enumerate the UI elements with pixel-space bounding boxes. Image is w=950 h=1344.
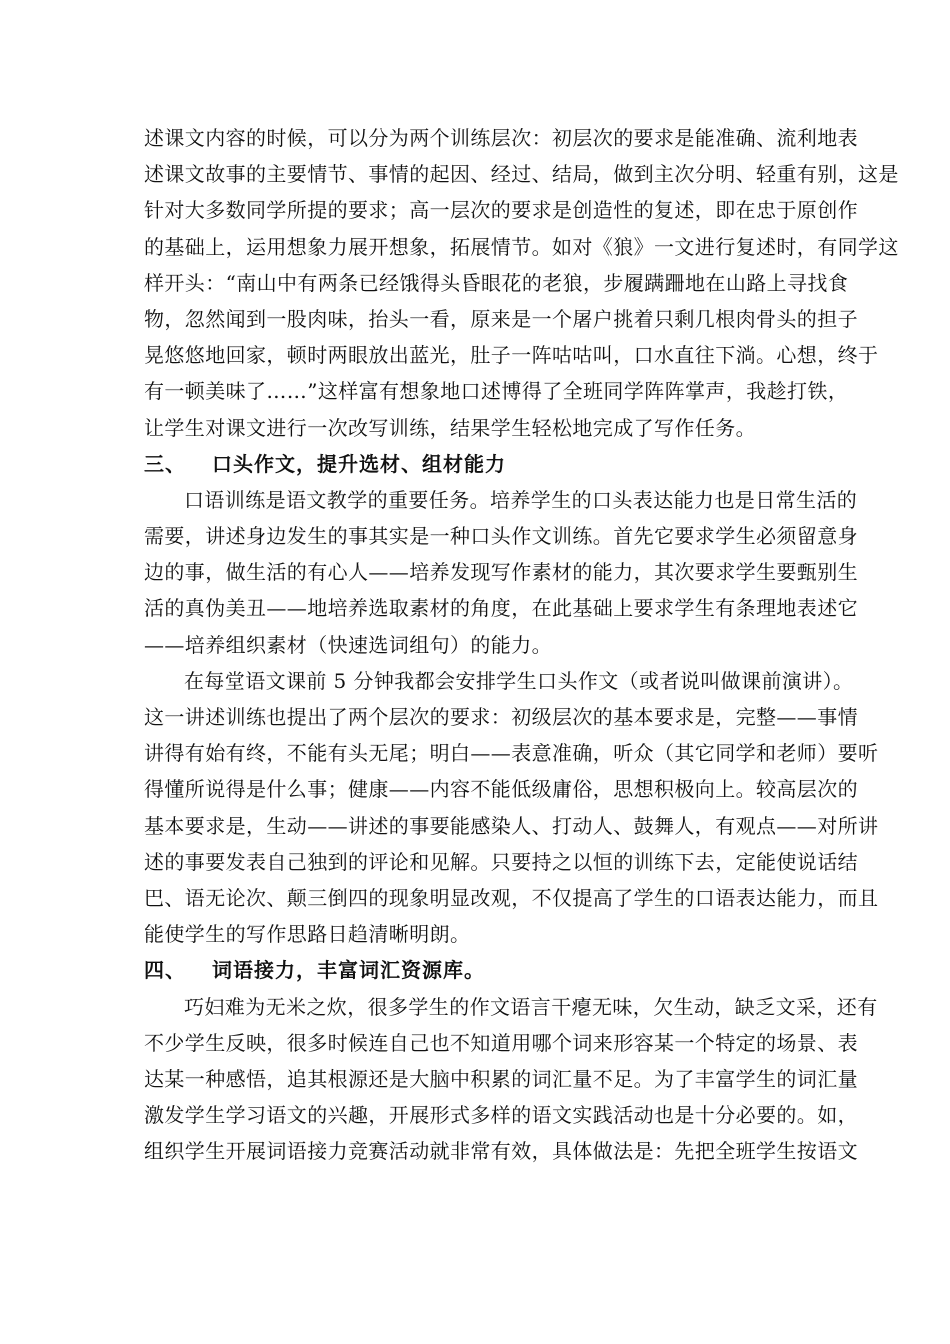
text-line: 活的真伪美丑——地培养选取素材的角度，在此基础上要求学生有条理地表述它 (144, 596, 858, 621)
text-line: 基本要求是，生动——讲述的事要能感染人、打动人、鼓舞人，有观点——对所讲 (144, 813, 879, 838)
section-three-paragraph-2 (144, 663, 879, 953)
text-line: 述课文内容的时候，可以分为两个训练层次：初层次的要求是能准确、流利地表 (144, 126, 858, 150)
section-title: 词语接力，丰富词汇资源库。 (212, 958, 485, 983)
section-number: 四、 (144, 958, 186, 983)
text-line: 口语训练是语文教学的重要任务。培养学生的口头表达能力也是日常生活的 (184, 487, 858, 512)
section-four-paragraph-1 (144, 989, 878, 1170)
text-line: 组织学生开展词语接力竞赛活动就非常有效，具体做法是：先把全班学生按语文 (144, 1139, 858, 1164)
text-line: 达某一种感悟，追其根源还是大脑中积累的词汇量不足。为了丰富学生的词汇量 (144, 1066, 858, 1091)
text-line: 述课文故事的主要情节、事情的起因、经过、结局，做到主次分明、轻重有别，这是 (144, 162, 899, 187)
text-line: ——培养组织素材（快速选词组句）的能力。 (144, 632, 552, 657)
section-two-tail (144, 120, 899, 446)
text-line: 有一顿美味了……”这样富有想象地口述博得了全班同学阵阵掌声，我趁打铁， (144, 379, 849, 404)
text-line: 在每堂语文课前 5 分钟我都会安排学生口头作文（或者说叫做课前演讲）。 (184, 668, 854, 693)
text-line: 不少学生反映，很多时候连自己也不知道用哪个词来形容某一个特定的场景、表 (144, 1030, 858, 1055)
text-line: 需要，讲述身边发生的事其实是一种口头作文训练。首先它要求学生必须留意身 (144, 524, 858, 549)
text-line: 针对大多数同学所提的要求；高一层次的要求是创造性的复述，即在忠于原创作 (144, 198, 858, 223)
text-line: 这一讲述训练也提出了两个层次的要求：初级层次的基本要求是，完整——事情 (144, 705, 858, 729)
section-three-heading (144, 446, 810, 482)
text-line: 边的事，做生活的有心人——培养发现写作素材的能力，其次要求学生要甄别生 (144, 560, 858, 585)
text-line: 得懂所说得是什么事；健康——内容不能低级庸俗，思想积极向上。较高层次的 (144, 777, 858, 802)
text-line: 让学生对课文进行一次改写训练，结果学生轻松地完成了写作任务。 (144, 415, 756, 440)
text-line: 述的事要发表自己独到的评论和见解。只要持之以恒的训练下去，定能使说话结 (144, 849, 858, 874)
text-line: 巧妇难为无米之炊，很多学生的作文语言干瘪无味，欠生动，缺乏文采，还有 (184, 994, 878, 1019)
text-line: 物，忽然闻到一股肉味，抬头一看，原来是一个屠户挑着只剩几根肉骨头的担子 (144, 306, 858, 331)
text-line: 样开头：“南山中有两条已经饿得头昏眼花的老狼，步履蹒跚地在山路上寻找食 (144, 270, 849, 295)
section-four-heading (144, 952, 810, 988)
section-three-paragraph-1 (144, 482, 858, 663)
section-title: 口头作文，提升选材、组材能力 (212, 451, 506, 476)
section-number: 三、 (144, 451, 186, 476)
text-line: 巴、语无论次、颠三倒四的现象明显改观，不仅提高了学生的口语表达能力，而且 (144, 885, 879, 910)
text-line: 激发学生学习语文的兴趣，开展形式多样的语文实践活动也是十分必要的。如， (144, 1103, 858, 1128)
text-line: 能使学生的写作思路日趋清晰明朗。 (144, 922, 471, 947)
text-line: 晃悠悠地回家，顿时两眼放出蓝光，肚子一阵咕咕叫，口水直往下淌。心想，终于 (144, 343, 879, 368)
text-line: 讲得有始有终，不能有头无尾；明白——表意准确，听众（其它同学和老师）要听 (144, 741, 879, 766)
document-page (144, 120, 899, 1169)
text-line: 的基础上，运用想象力展开想象，拓展情节。如对《狼》一文进行复述时，有同学这 (144, 234, 899, 259)
